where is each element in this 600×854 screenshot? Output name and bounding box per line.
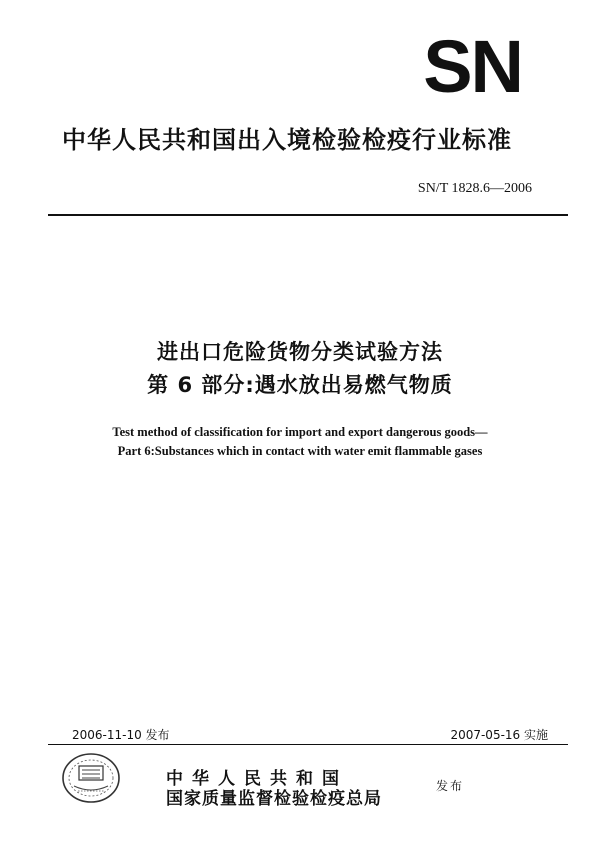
sn-logo: SN <box>423 25 522 108</box>
bottom-divider <box>48 744 568 745</box>
issue-date: 2006-11-10 发布 <box>72 728 170 742</box>
title-cn-line2: 第 6 部分:遇水放出易燃气物质 <box>147 373 453 397</box>
title-en-line1: Test method of classification for import and export dangerous goods— <box>112 425 488 439</box>
title-cn-line1: 进出口危险货物分类试验方法 <box>157 340 443 364</box>
top-divider <box>48 214 568 216</box>
title-en-line2: Part 6:Substances which in contact with water emit flammable gases <box>117 444 483 458</box>
standard-number: SN/T 1828.6—2006 <box>417 181 532 196</box>
issuer-line2: 国家质量监督检验检疫总局 <box>166 789 382 809</box>
implement-date: 2007-05-16 实施 <box>450 728 548 742</box>
issue-verb: 发布 <box>436 779 465 793</box>
official-seal-icon <box>60 750 122 806</box>
org-title: 中华人民共和国出入境检验检疫行业标准 <box>62 126 512 154</box>
issuer-line1: 中华人民共和国 <box>166 769 348 789</box>
